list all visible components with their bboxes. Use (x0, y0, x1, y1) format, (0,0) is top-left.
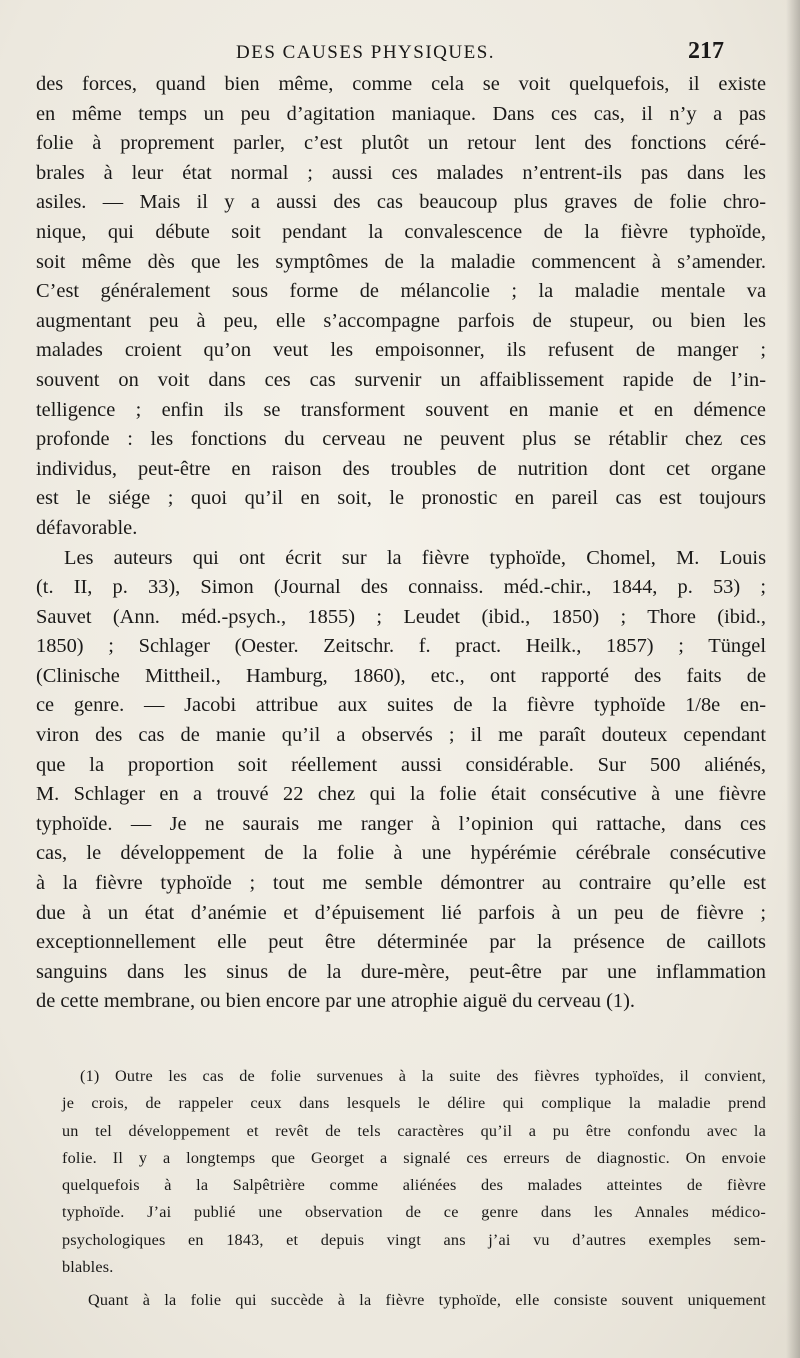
text-line: typhoïde. — Je ne saurais me ranger à l’opinion qui rattache, dans ces (36, 812, 766, 835)
footnotes (62, 1063, 766, 1315)
footnote-line: (1) Outre les cas de folie survenues à la suite des fièvres typhoïdes, il convient, (80, 1067, 766, 1085)
text-line: que la proportion soit réellement aussi considérable. Sur 500 aliénés, (36, 753, 766, 776)
footnote-line: je crois, de rappeler ceux dans lesquels le délire qui complique la maladie prend (62, 1094, 766, 1113)
text-line: individus, peut-être en raison des troubles de nutrition dont cet organe (36, 457, 766, 480)
text-line: telligence ; enfin ils se transforment souvent en manie et en démence (36, 398, 766, 421)
footnote-line: quelquefois à la Salpêtrière comme aliénées des malades atteintes de fièvre (62, 1176, 766, 1195)
text-line: (Clinische Mittheil., Hamburg, 1860), etc., ont rapporté des faits de (36, 664, 766, 687)
text-line: Sauvet (Ann. méd.-psych., 1855) ; Leudet (ibid., 1850) ; Thore (ibid., (36, 605, 766, 628)
text-line: folie à proprement parler, c’est plutôt un retour lent des fonctions céré- (36, 132, 766, 155)
text-line: (t. II, p. 33), Simon (Journal des connaiss. méd.-chir., 1844, p. 53) ; (36, 576, 766, 599)
text-line: des forces, quand bien même, comme cela se voit quelquefois, il existe (36, 73, 766, 95)
text-line: due à un état d’anémie et d’épuisement lié parfois à un peu de fièvre ; (36, 901, 766, 924)
text-line: exceptionnellement elle peut être déterminée par la présence de caillots (36, 931, 766, 954)
text-line: cas, le développement de la folie à une hypérémie cérébrale consécutive (36, 842, 766, 865)
text-line: nique, qui débute soit pendant la convalescence de la fièvre typhoïde, (36, 220, 766, 243)
running-head: DES CAUSES PHYSIQUES. (236, 42, 496, 63)
footnote-line: un tel développement et revêt de tels caractères qu’il a pu être confondu avec la (62, 1121, 766, 1140)
paragraph-end-line: défavorable. (36, 516, 138, 539)
footnote-line: blables. (62, 1258, 114, 1277)
footnote-line: typhoïde. J’ai publié une observation de ce genre dans les Annales médico- (62, 1203, 766, 1222)
text-line: augmentant peu à peu, elle s’accompagne parfois de stupeur, ou bien les (36, 309, 766, 332)
text-line: ce genre. — Jacobi attribue aux suites de la fièvre typhoïde 1/8e en- (36, 694, 766, 717)
text-line: souvent on voit dans ces cas survenir un affaiblissement rapide de l’in- (36, 368, 766, 391)
text-line: viron des cas de manie qu’il a observés ; il me paraît douteux cependant (36, 724, 766, 747)
text-line: à la fièvre typhoïde ; tout me semble démontrer au contraire qu’elle est (36, 872, 766, 895)
text-line: soit même dès que les symptômes de la maladie commencent à s’amender. (36, 250, 766, 273)
text-line: 1850) ; Schlager (Oester. Zeitschr. f. pract. Heilk., 1857) ; Tüngel (36, 635, 766, 658)
main-text (36, 70, 766, 1017)
page-header (36, 38, 724, 70)
text-line: malades croient qu’on veut les empoisonner, ils refusent de manger ; (36, 339, 766, 362)
text-line: C’est généralement sous forme de mélancolie ; la maladie mentale va (36, 280, 766, 303)
footnote-line: folie. Il y a longtemps que Georget a signalé ces erreurs de diagnostic. On envoie (62, 1148, 766, 1167)
text-line: asiles. — Mais il y a aussi des cas beaucoup plus graves de folie chro- (36, 191, 766, 214)
text-line: brales à leur état normal ; aussi ces malades n’entrent-ils pas dans les (36, 161, 766, 184)
page-edge-shadow (786, 0, 800, 1358)
paragraph-end-line: de cette membrane, ou bien encore par une atrophie aiguë du cerveau (1). (36, 990, 635, 1013)
footnote-line: psychologiques en 1843, et depuis vingt ans j’ai vu d’autres exemples sem- (62, 1230, 766, 1249)
text-line: profonde : les fonctions du cerveau ne peuvent plus se rétablir chez ces (36, 428, 766, 451)
footnote-continuation-line: Quant à la folie qui succède à la fièvre typhoïde, elle consiste souvent uniquement (88, 1291, 766, 1310)
text-line: en même temps un peu d’agitation maniaque. Dans ces cas, il n’y a pas (36, 102, 766, 125)
page-number: 217 (688, 38, 724, 64)
text-line: est le siége ; quoi qu’il en soit, le pronostic en pareil cas est toujours (36, 487, 766, 510)
text-line: sanguins dans les sinus de la dure-mère, peut-être par une inflammation (36, 960, 766, 983)
text-line: M. Schlager en a trouvé 22 chez qui la folie était consécutive à une fièvre (36, 783, 766, 806)
paragraph-start-line: Les auteurs qui ont écrit sur la fièvre typhoïde, Chomel, M. Louis (64, 546, 766, 569)
